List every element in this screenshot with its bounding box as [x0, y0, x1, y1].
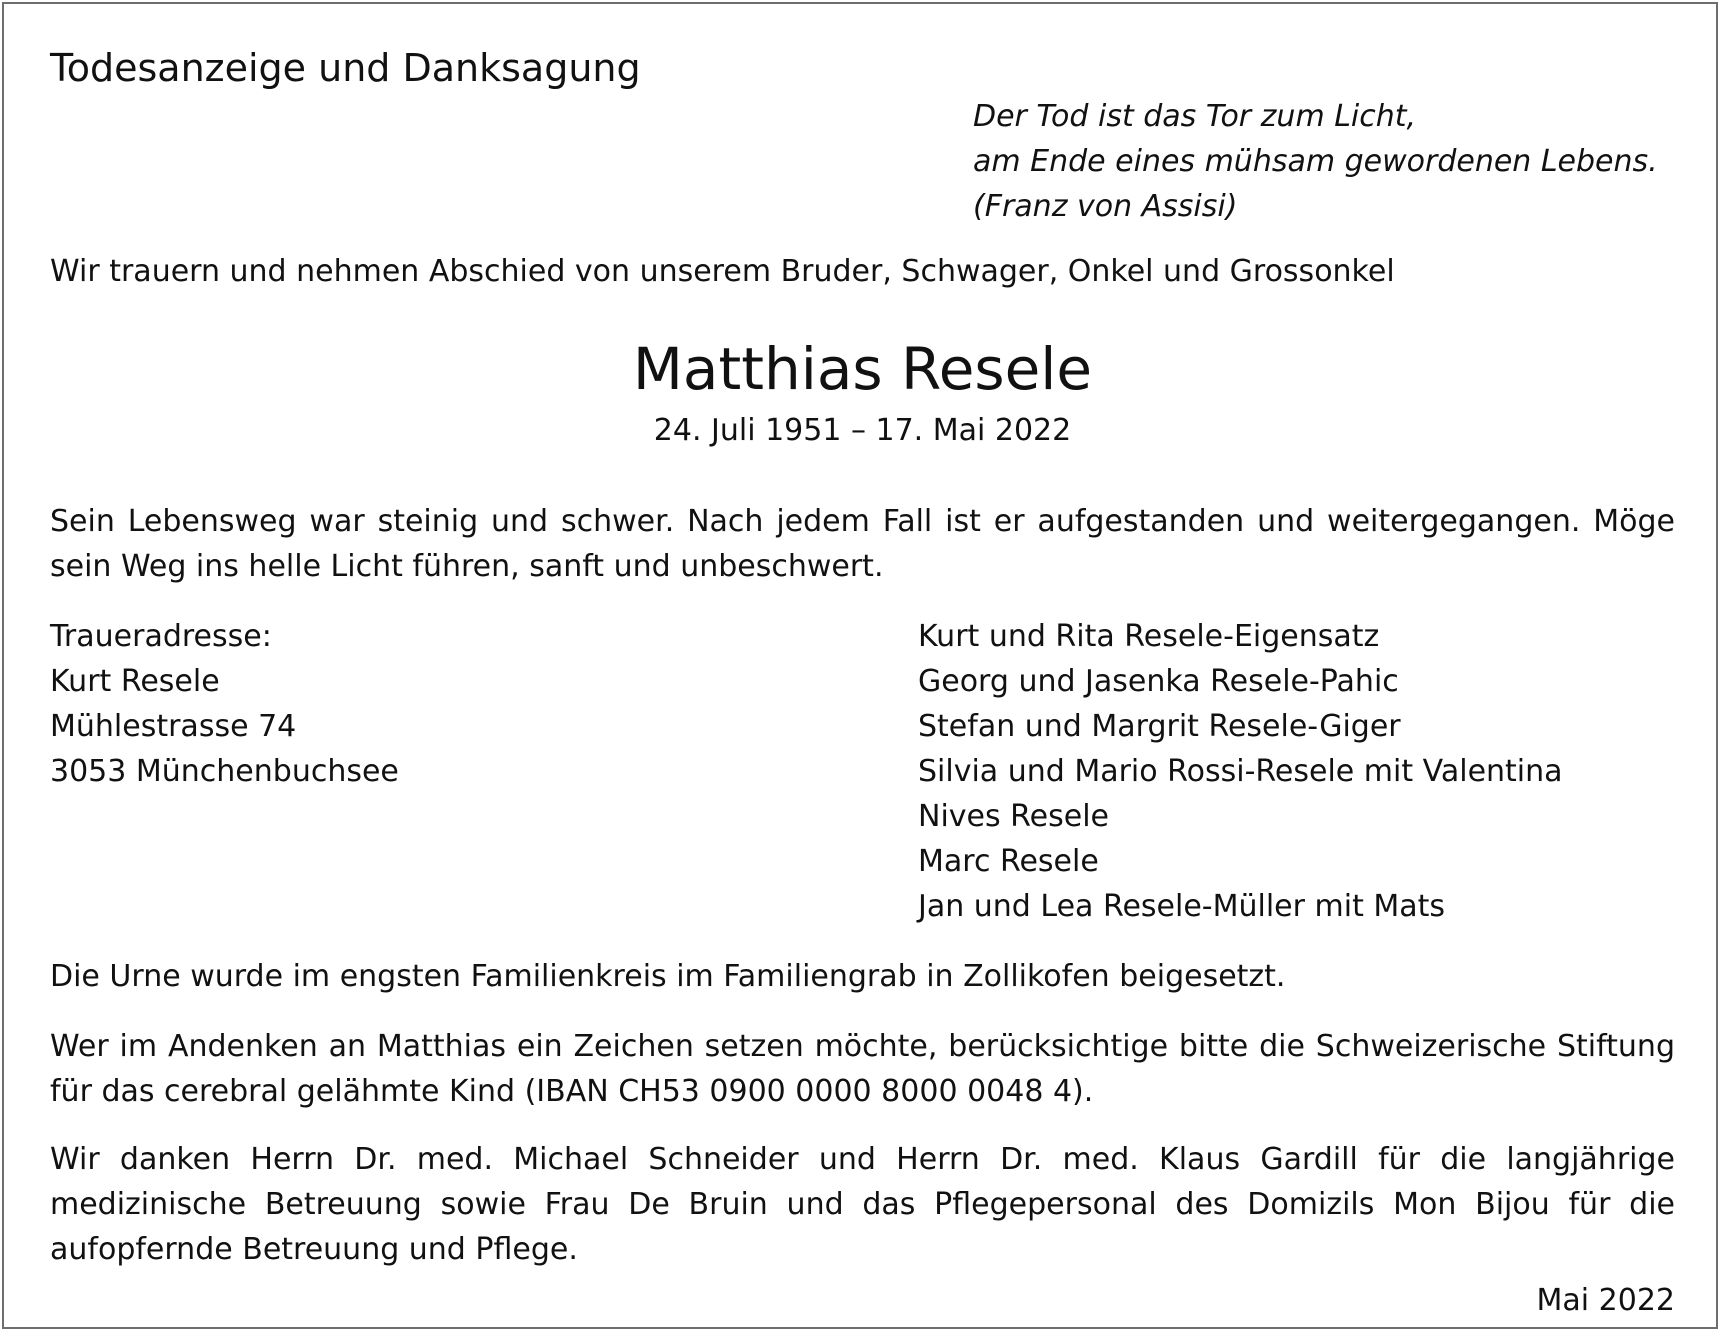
family-list — [918, 614, 1563, 929]
family-member: Georg und Jasenka Resele-Pahic — [918, 664, 1399, 699]
family-member: Kurt und Rita Resele-Eigensatz — [918, 619, 1380, 654]
quote-block — [973, 94, 1658, 229]
life-text: Sein Lebensweg war steinig und schwer. Nach jedem Fall ist er aufgestanden und weitergegangen. Möge sein Weg ins helle Licht führen, sanft und unbeschwert. — [50, 504, 1675, 584]
mourning-address — [50, 614, 399, 794]
intro-text: Wir trauern und nehmen Abschied von unserem Bruder, Schwager, Onkel und Grossonkel — [50, 254, 1395, 289]
quote-line: Der Tod ist das Tor zum Licht, — [973, 99, 1417, 134]
thanks-text: Wir danken Herrn Dr. med. Michael Schneider und Herrn Dr. med. Klaus Gardill für die langjährige medizinische Betreuung sowie Frau De Bruin und das Pflegepersonal des Domizils Mon Bijou für die aufopfernde Betreuung und Pflege. — [50, 1142, 1675, 1267]
address-line: Kurt Resele — [50, 664, 220, 699]
family-member: Stefan und Margrit Resele-Giger — [918, 709, 1401, 744]
family-member: Jan und Lea Resele-Müller mit Mats — [918, 889, 1446, 924]
address-line: Mühlestrasse 74 — [50, 709, 297, 744]
deceased-name: Matthias Resele — [632, 335, 1093, 403]
notice-date: Mai 2022 — [1536, 1283, 1675, 1318]
urn-text: Die Urne wurde im engsten Familienkreis im Familiengrab in Zollikofen beigesetzt. — [50, 959, 1286, 994]
address-line: 3053 Münchenbuchsee — [50, 754, 399, 789]
life-dates: 24. Juli 1951 – 17. Mai 2022 — [653, 413, 1072, 448]
donation-text: Wer im Andenken an Matthias ein Zeichen setzen möchte, berücksichtige bitte die Schweizerische Stiftung für das cerebral gelähmte Kind (IBAN CH53 0900 0000 8000 0048 4). — [50, 1029, 1675, 1109]
family-member: Marc Resele — [918, 844, 1099, 879]
family-member: Silvia und Mario Rossi-Resele mit Valentina — [918, 754, 1563, 789]
address-label: Traueradresse: — [50, 619, 272, 654]
quote-author: (Franz von Assisi) — [973, 189, 1238, 224]
notice-heading: Todesanzeige und Danksagung — [50, 46, 641, 90]
quote-line: am Ende eines mühsam gewordenen Lebens. — [973, 144, 1658, 179]
family-member: Nives Resele — [918, 799, 1109, 834]
